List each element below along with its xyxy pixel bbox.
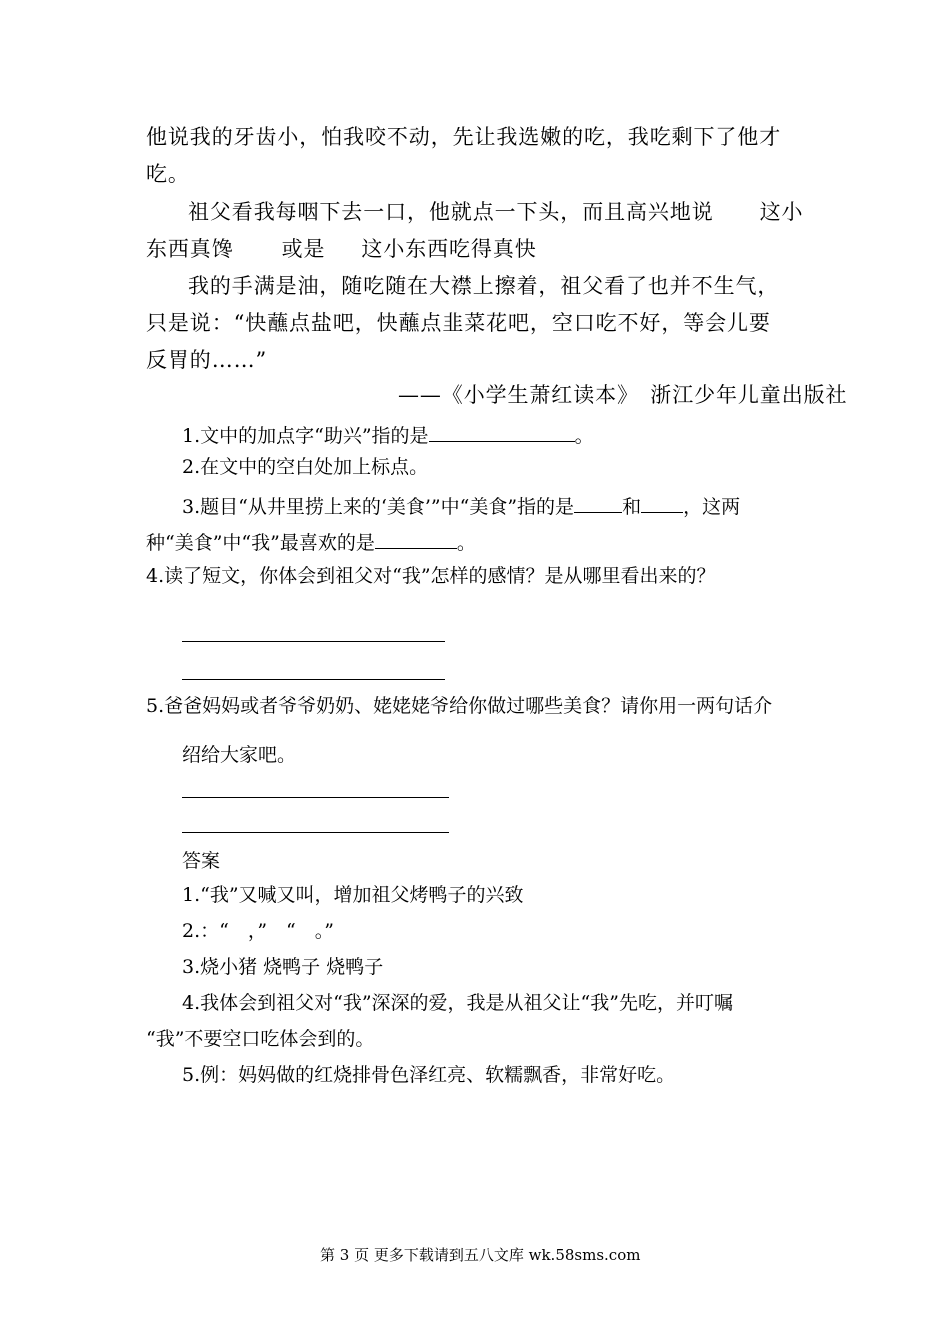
answer-4-continued: “我”不要空口吃体会到的。 [146,1028,375,1050]
passage-text: 或是 [281,237,326,261]
question-text: ，这两 [683,496,741,518]
answers-heading: 答案 [182,850,221,872]
answer-line[interactable] [182,832,449,833]
question-text: 。 [574,425,594,447]
passage-text: 祖父看我每咽下去一口，他就点一下头，而且高兴地说 [188,200,714,224]
question-4: 4.读了短文，你体会到祖父对“我”怎样的感情？是从哪里看出来的？ [146,565,716,587]
passage-text: 这小 [759,200,804,224]
passage-text: 东西真馋 [146,237,234,261]
answer-5: 5.例：妈妈做的红烧排骨色泽红亮、软糯飘香，非常好吃。 [182,1064,676,1086]
answer-blank[interactable] [641,494,683,513]
answer-blank[interactable] [574,494,622,513]
answer-blank[interactable] [429,423,575,442]
answer-4: 4.我体会到祖父对“我”深深的爱，我是从祖父让“我”先吃，并叮嘱 [182,992,733,1014]
question-text: 和 [622,496,642,518]
passage-line [146,239,537,260]
passage-line [188,202,803,223]
question-3-continued [146,530,476,553]
question-text: 1.文中的加点字“助兴”指的是 [182,425,429,447]
question-text: 种“美食”中“我”最喜欢的是 [146,532,375,554]
question-5-continued: 绍给大家吧。 [182,744,297,766]
passage-text: 这小东西吃得真快 [361,237,537,261]
question-text: 3.题目“从井里捞上来的‘美食’”中“美食”指的是 [182,496,575,518]
passage-line: 只是说：“快蘸点盐吧，快蘸点韭菜花吧，空口吃不好，等会儿要 [146,311,771,335]
answer-line[interactable] [182,679,445,680]
passage-line: 我的手满是油，随吃随在大襟上擦着，祖父看了也并不生气， [188,274,780,298]
passage-source: ——《小学生萧红读本》 浙江少年儿童出版社 [398,383,848,407]
question-text: 。 [456,532,476,554]
passage-line: 吃。 [146,162,190,186]
question-2: 2.在文中的空白处加上标点。 [182,456,429,478]
question-1 [182,423,594,446]
question-5: 5.爸爸妈妈或者爷爷奶奶、姥姥姥爷给你做过哪些美食？请你用一两句话介 [146,695,773,717]
passage-line: 他说我的牙齿小，怕我咬不动，先让我选嫩的吃，我吃剩下了他才 [146,125,782,149]
answer-blank[interactable] [375,530,457,549]
page-footer: 第 3 页 更多下载请到五八文库 wk.58sms.com [320,1246,641,1264]
answer-3: 3.烧小猪 烧鸭子 烧鸭子 [182,956,384,978]
question-3 [182,494,740,517]
answer-line[interactable] [182,797,449,798]
answer-line[interactable] [182,641,445,642]
answer-1: 1.“我”又喊又叫，增加祖父烤鸭子的兴致 [182,884,524,906]
passage-line: 反胃的……” [146,348,268,372]
answer-2: 2.：“ ，” “ 。” [182,920,334,942]
